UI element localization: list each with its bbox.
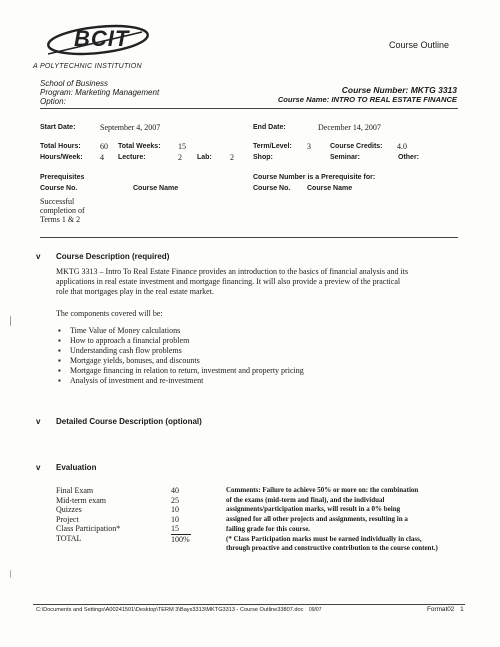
components-list	[56, 326, 304, 386]
eval-item-value: 15	[171, 524, 191, 534]
prereq-title: Prerequisites	[40, 174, 85, 181]
eval-comment-line: Comments: Failure to achieve 50% or more on: the combination	[226, 486, 419, 494]
eval-item-value: 10	[171, 505, 179, 514]
other-label: Other:	[398, 154, 419, 161]
footer-path-text: C:\Documents and Settings\A00241501\Desktop\TERM 3\Bays3313\MKTG3313 - Course Outline33807.doc	[36, 607, 304, 613]
eval-comment-line: through proactive and constructive contribution to the course content.)	[226, 544, 438, 553]
prereq-for-col-name: Course Name	[307, 185, 353, 192]
detailed-title: Detailed Course Description (optional)	[56, 417, 202, 426]
description-para-line-2: applications in real estate investment and mortgage financing. It will also provide a preview of the practical	[56, 277, 401, 286]
list-item: ▪ Mortgage financing in relation to return, investment and property pricing	[56, 366, 304, 376]
prereq-for-title: Course Number is a Prerequisite for:	[253, 174, 376, 181]
components-intro: The components covered will be:	[56, 309, 163, 318]
eval-item-name: Project	[56, 514, 79, 524]
bcit-logo	[42, 20, 152, 64]
polytechnic-tagline: A POLYTECHNIC INSTITUTION	[33, 63, 142, 70]
eval-comment-line: assignments/participation marks, will result in a 0% being	[226, 505, 401, 514]
hours-week-label: Hours/Week:	[40, 154, 83, 161]
lecture-label: Lecture:	[118, 154, 146, 161]
term-level-value: 3	[307, 142, 311, 151]
eval-item-name: Class Participation*	[56, 524, 121, 534]
course-number: Course Number: MKTG 3313	[341, 85, 457, 95]
header-divider	[40, 108, 458, 109]
table-row	[56, 496, 191, 506]
term-level-label: Term/Level:	[253, 143, 292, 150]
hours-week-value: 4	[100, 153, 104, 162]
total-hours-value: 60	[100, 142, 108, 151]
prereq-line-1: Successful	[40, 197, 75, 206]
eval-comment-line: assigned for all other projects and assignments, resulting in a	[226, 515, 408, 524]
prereq-divider	[40, 237, 458, 238]
program-name: Program: Marketing Management	[40, 88, 160, 97]
prereq-line-2: completion of	[40, 206, 85, 215]
lab-label: Lab:	[197, 154, 212, 161]
list-item: ▪ Analysis of investment and re-investment	[56, 376, 304, 386]
evaluation-marker: v	[36, 463, 41, 472]
footer-page-number: 1	[460, 606, 464, 613]
course-credits-value: 4.0	[397, 142, 407, 151]
footer-form-id: Format02	[427, 606, 455, 613]
table-row	[56, 505, 191, 515]
list-item: ▪ Mortgage yields, bonuses, and discounts	[56, 356, 304, 366]
option-label: Option:	[40, 97, 66, 106]
eval-item-name: TOTAL	[56, 534, 82, 544]
end-date-label: End Date:	[253, 124, 286, 131]
shop-label: Shop:	[253, 154, 273, 161]
total-weeks-label: Total Weeks:	[118, 143, 161, 150]
eval-comment-line: of the exams (mid-term and final), and the individual	[226, 495, 385, 504]
prereq-for-col-no: Course No.	[253, 185, 291, 192]
lab-value: 2	[230, 153, 234, 162]
description-marker: v	[36, 252, 41, 261]
course-credits-label: Course Credits:	[330, 143, 383, 150]
prereq-line-3: Terms 1 & 2	[40, 215, 81, 224]
eval-item-value: 25	[171, 495, 179, 505]
eval-item-name: Quizzes	[56, 505, 82, 514]
eval-comment-line: (* Class Participation marks must be earned individually in class,	[226, 534, 422, 543]
scan-mark	[10, 570, 13, 578]
list-item: ▪ Understanding cash flow problems	[56, 346, 304, 356]
evaluation-title: Evaluation	[56, 463, 97, 472]
table-row	[56, 486, 191, 496]
footer-form	[427, 606, 464, 613]
prereq-col-name: Course Name	[133, 185, 179, 192]
list-item: ▪ Time Value of Money calculations	[56, 326, 304, 336]
prereq-col-no: Course No.	[40, 185, 78, 192]
eval-item-name: Final Exam	[56, 486, 94, 495]
table-row	[56, 524, 191, 534]
eval-item-value: 40	[171, 486, 179, 495]
total-weeks-value: 15	[178, 142, 186, 151]
start-date-value: September 4, 2007	[100, 123, 161, 132]
table-row	[56, 534, 191, 544]
footer-divider	[33, 604, 465, 605]
table-row	[56, 515, 191, 525]
total-hours-label: Total Hours:	[40, 143, 81, 150]
evaluation-table	[56, 486, 191, 544]
eval-item-name: Mid-term exam	[56, 495, 106, 505]
logo-text: BCIT	[74, 26, 130, 51]
footer-path	[36, 607, 321, 613]
eval-comments	[226, 486, 438, 554]
detailed-marker: v	[36, 417, 41, 426]
scan-mark	[10, 316, 13, 326]
eval-item-value: 100%	[171, 534, 190, 544]
eval-item-value: 10	[171, 514, 179, 524]
description-para-line-3: role that mortgages play in the real estate market.	[56, 287, 214, 296]
course-name: Course Name: INTRO TO REAL ESTATE FINANCE	[277, 95, 457, 104]
eval-comment-line: failing grade for this course.	[226, 524, 311, 533]
end-date-value: December 14, 2007	[318, 123, 381, 132]
footer-path-tail: 09/07	[308, 607, 322, 613]
description-title: Course Description (required)	[56, 252, 170, 261]
description-para-line-1: MKTG 3313 – Intro To Real Estate Finance provides an introduction to the basics of financial analysis and its	[56, 267, 409, 276]
list-item: ▪ How to approach a financial problem	[56, 336, 304, 346]
seminar-label: Seminar:	[330, 154, 360, 161]
start-date-label: Start Date:	[40, 124, 76, 131]
lecture-value: 2	[178, 153, 182, 162]
doc-type: Course Outline	[389, 40, 450, 50]
school-name: School of Business	[40, 79, 109, 88]
